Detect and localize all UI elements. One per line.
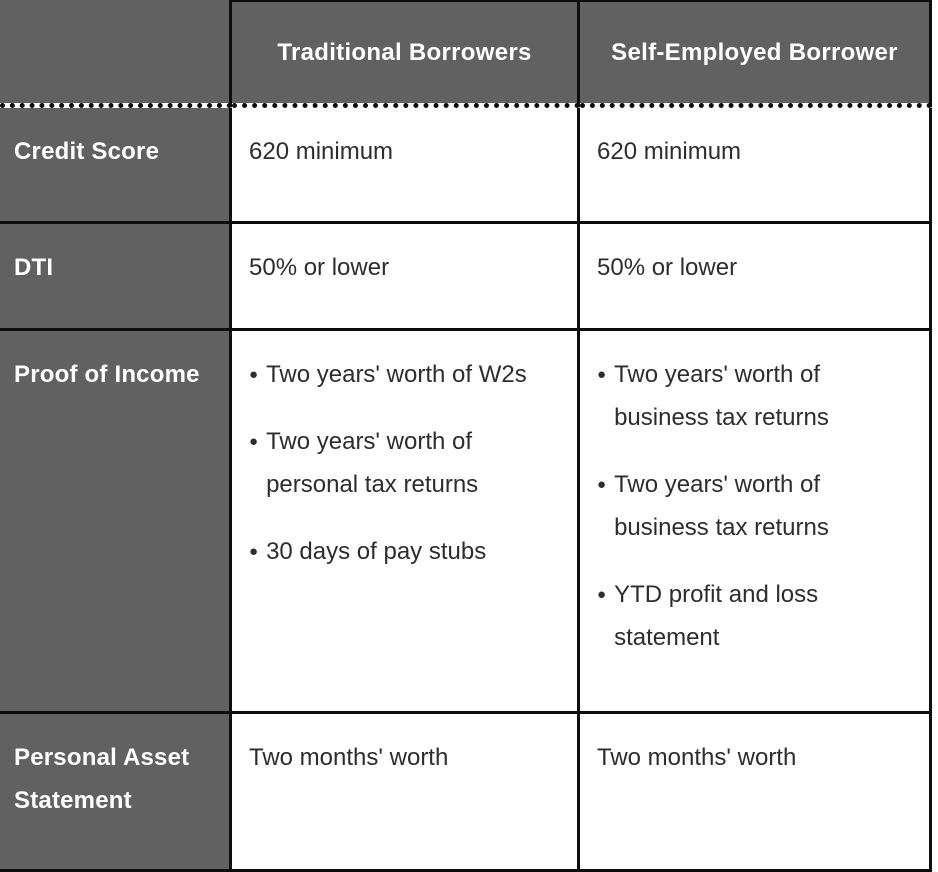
table-row-credit-score [0,108,932,224]
cell-proof-self-employed [580,331,932,714]
bullet-item [597,463,915,549]
bullet-list-self-employed [597,353,915,659]
bullet-icon: ● [597,586,607,603]
bullet-text: Two years' worth of business tax returns [614,471,829,541]
cell-text: 620 minimum [249,138,394,165]
row-header-proof-of-income: Proof of Income [0,331,232,714]
bullet-icon: ● [249,366,259,383]
cell-dti-traditional [232,224,580,331]
corner-cell [0,0,232,108]
cell-dti-self-employed [580,224,932,331]
cell-text: 50% or lower [249,254,390,281]
row-header-credit-score: Credit Score [0,108,232,224]
cell-credit-score-traditional [232,108,580,224]
cell-asset-self-employed [580,714,932,872]
row-header-personal-asset-statement: Personal Asset Statement [0,714,232,872]
cell-credit-score-self-employed [580,108,932,224]
bullet-item [597,353,915,439]
table-row-dti [0,224,932,331]
cell-proof-traditional [232,331,580,714]
column-header-traditional: Traditional Borrowers [232,0,580,108]
table-row-personal-asset-statement [0,714,932,872]
cell-text: 620 minimum [597,138,742,165]
bullet-list-traditional [249,353,563,573]
bullet-text: 30 days of pay stubs [266,538,487,565]
table-row-proof-of-income [0,331,932,714]
bullet-text: Two years' worth of W2s [266,361,527,388]
bullet-icon: ● [597,366,607,383]
bullet-item [249,420,563,506]
header-row [0,0,932,108]
bullet-text: Two years' worth of business tax returns [614,361,829,431]
bullet-icon: ● [249,433,259,450]
cell-text: 50% or lower [597,254,738,281]
row-header-dti: DTI [0,224,232,331]
cell-text: Two months' worth [249,744,449,771]
cell-asset-traditional [232,714,580,872]
bullet-icon: ● [597,476,607,493]
cell-text: Two months' worth [597,744,797,771]
bullet-text: YTD profit and loss statement [614,581,819,651]
column-header-self-employed: Self-Employed Borrower [580,0,932,108]
bullet-item [249,353,563,396]
bullet-item [597,573,915,659]
bullet-item [249,530,563,573]
bullet-icon: ● [249,543,259,560]
bullet-text: Two years' worth of personal tax returns [266,428,479,498]
